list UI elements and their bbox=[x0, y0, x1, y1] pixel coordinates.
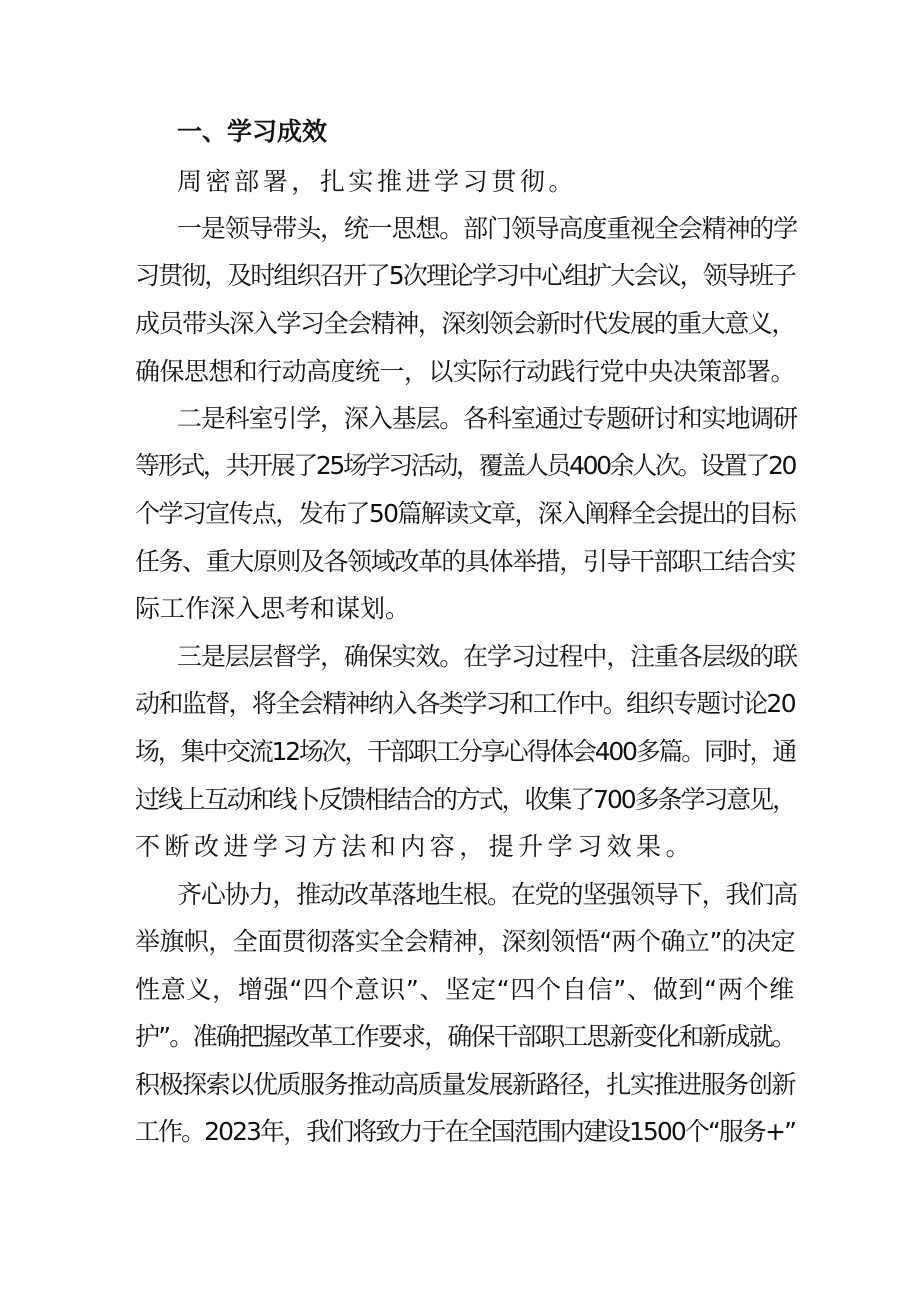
text-line: 动和监督，将全会精神纳入各类学习和工作中。组织专题讨论20 bbox=[135, 689, 795, 718]
text-line: 护”。准确把握改革工作要求，确保干部职工思新变化和新成就。 bbox=[135, 1022, 795, 1051]
text-line: 成员带头深入学习全会精神，深刻领会新时代发展的重大意义， bbox=[135, 309, 795, 338]
text-line: 积极探索以优质服务推动高质量发展新路径，扎实推进服务创新 bbox=[135, 1070, 795, 1099]
text-line: 习贯彻，及时组织召开了5次理论学习中心组扩大会议，领导班子 bbox=[135, 261, 795, 290]
text-line: 三是层层督学，确保实效。在学习过程中，注重各层级的联 bbox=[177, 642, 797, 671]
text-line: 个学习宣传点，发布了50篇解读文章，深入阐释全会提出的目标 bbox=[135, 499, 795, 528]
text-line: 工作。2023年，我们将致力于在全国范围内建设1500个“服务+” bbox=[135, 1117, 795, 1146]
text-line: 确保思想和行动高度统一，以实际行动践行党中央决策部署。 bbox=[135, 357, 795, 386]
text-line: 二是科室引学，深入基层。各科室通过专题研讨和实地调研 bbox=[177, 404, 797, 433]
text-line: 任务、重大原则及各领域改革的具体举措，引导干部职工结合实 bbox=[135, 547, 795, 576]
text-line: 场，集中交流12场次，干部职工分享心得体会400多篇。同时，通 bbox=[135, 737, 796, 766]
text-line: 等形式，共开展了25场学习活动，覆盖人员400余人次。设置了20 bbox=[135, 451, 795, 480]
text-line: 性意义，增强“四个意识”、坚定“四个自信”、做到“两个维 bbox=[135, 975, 795, 1004]
text-line: 不断改进学习方法和内容，提升学习效果。 bbox=[135, 832, 695, 861]
text-line: 周密部署，扎实推进学习贯彻。 bbox=[177, 167, 577, 196]
text-line: 齐心协力，推动改革落地生根。在党的坚强领导下，我们高 bbox=[177, 880, 797, 909]
section-heading: 一、学习成效 bbox=[177, 117, 328, 146]
text-line: 举旗帜，全面贯彻落实全会精神，深刻领悟“两个确立”的决定 bbox=[135, 927, 795, 956]
text-line: 过线上互动和线卜反馈相结合的方式，收集了700多条学习意见， bbox=[135, 785, 795, 814]
text-line: 际工作深入思考和谋划。 bbox=[135, 594, 411, 623]
text-line: 一是领导带头，统一思想。部门领导高度重视全会精神的学 bbox=[177, 214, 797, 243]
